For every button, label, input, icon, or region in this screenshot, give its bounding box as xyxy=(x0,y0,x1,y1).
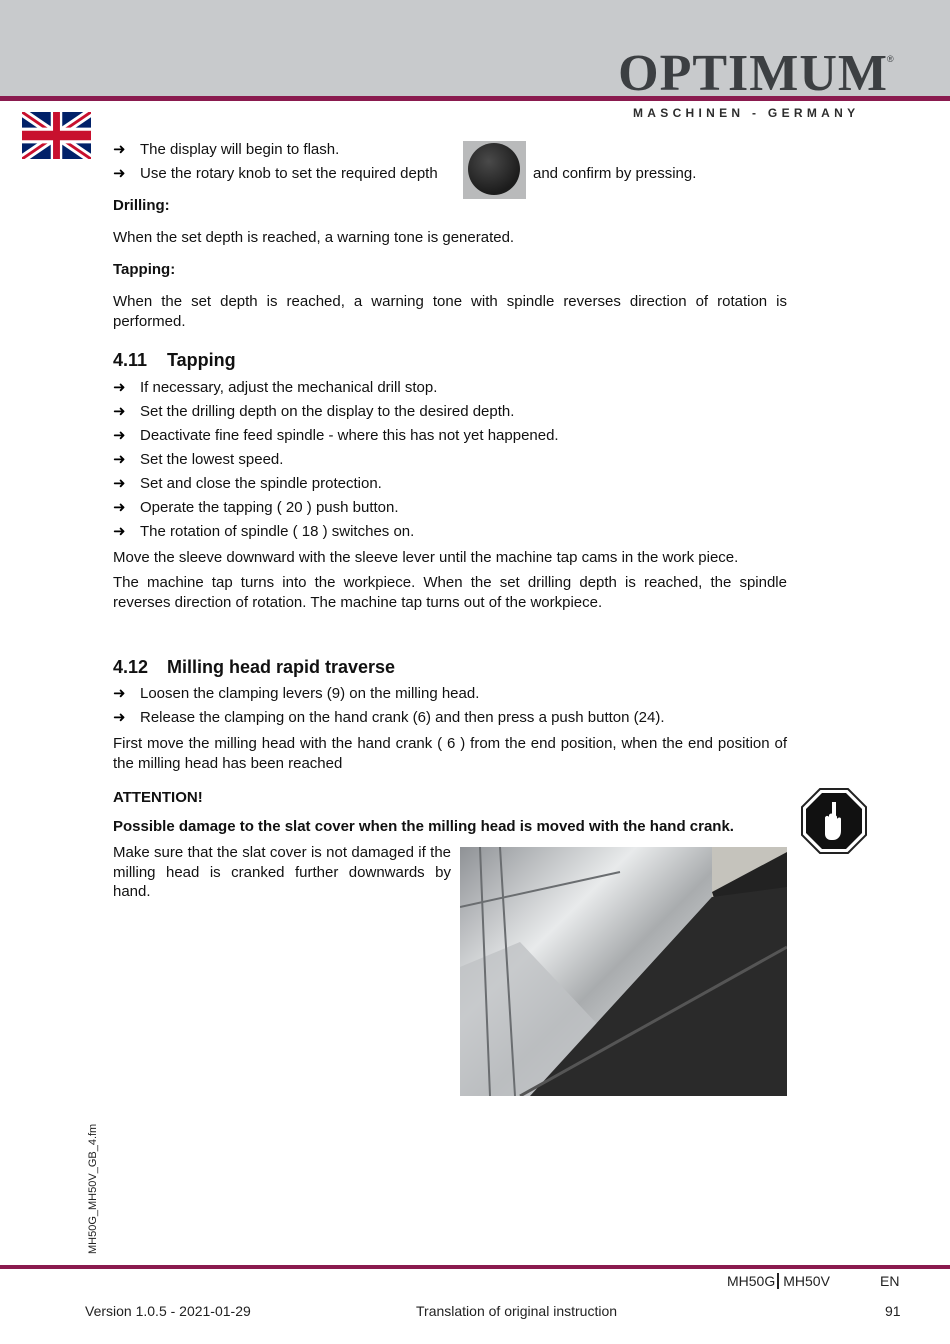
arrow-right-icon: ➜ xyxy=(113,523,126,540)
divider xyxy=(777,1273,779,1289)
list-item: ➜ The display will begin to flash. xyxy=(113,141,340,158)
list-item: ➜ The rotation of spindle ( 18 ) switches on. xyxy=(113,523,415,540)
file-label: MH50G_MH50V_GB_4.fm xyxy=(87,1123,99,1254)
rotary-knob-icon xyxy=(468,143,520,195)
attention-headline: Possible damage to the slat cover when the milling head is moved with the hand crank. xyxy=(113,818,734,835)
list-item: ➜ Set and close the spindle protection. xyxy=(113,475,382,492)
paragraph: First move the milling head with the hand crank ( 6 ) from the end position, when the end position of the milling head has been reached xyxy=(113,735,787,772)
paragraph: Move the sleeve downward with the sleeve lever until the machine tap cams in the work piece. xyxy=(113,549,739,566)
tapping-note-title: Tapping: xyxy=(113,261,176,278)
stop-hand-icon xyxy=(801,788,867,854)
arrow-right-icon: ➜ xyxy=(113,709,126,726)
paragraph: The machine tap turns into the workpiece. When the set drilling depth is reached, the spindle reverses direction of rotation. The machine tap turns out of the workpiece. xyxy=(113,574,787,611)
list-item: ➜ Set the drilling depth on the display to the desired depth. xyxy=(113,403,515,420)
rotary-knob-image xyxy=(463,141,526,199)
footer-version: Version 1.0.5 - 2021-01-29 xyxy=(85,1303,251,1319)
list-item: ➜ If necessary, adjust the mechanical drill stop. xyxy=(113,379,438,396)
list-item: ➜ Operate the tapping ( 20 ) push button. xyxy=(113,499,399,516)
arrow-right-icon: ➜ xyxy=(113,685,126,702)
section-heading-4-12: 4.12 Milling head rapid traverse xyxy=(113,657,396,677)
arrow-right-icon: ➜ xyxy=(113,427,126,444)
footer-models: MH50G MH50V xyxy=(727,1273,830,1289)
arrow-right-icon: ➜ xyxy=(113,165,126,182)
knob-suffix-text: and confirm by pressing. xyxy=(533,165,697,182)
list-item: ➜ Deactivate fine feed spindle - where this has not yet happened. xyxy=(113,427,559,444)
arrow-right-icon: ➜ xyxy=(113,475,126,492)
list-item: ➜ Release the clamping on the hand crank (6) and then press a push button (24). xyxy=(113,709,665,726)
arrow-right-icon: ➜ xyxy=(113,379,126,396)
drilling-title: Drilling: xyxy=(113,197,170,214)
list-item: ➜ Loosen the clamping levers (9) on the milling head. xyxy=(113,685,480,702)
attention-text: Make sure that the slat cover is not damaged if the milling head is cranked further downwards by hand. xyxy=(113,844,451,900)
page-number: 91 xyxy=(885,1303,901,1319)
arrow-right-icon: ➜ xyxy=(113,141,126,158)
footer-translation-note: Translation of original instruction xyxy=(416,1303,618,1319)
footer-rule xyxy=(0,1265,950,1269)
arrow-right-icon: ➜ xyxy=(113,451,126,468)
slat-cover-photo xyxy=(460,847,787,1096)
attention-title: ATTENTION! xyxy=(113,789,203,806)
arrow-right-icon: ➜ xyxy=(113,499,126,516)
footer-language: EN xyxy=(880,1273,900,1289)
brand-subtitle: MASCHINEN - GERMANY xyxy=(633,106,860,120)
drilling-text: When the set depth is reached, a warning tone is generated. xyxy=(113,229,515,246)
uk-flag-icon xyxy=(22,112,91,159)
brand-logo: OPTIMUM xyxy=(618,45,888,102)
brand-registered-mark: ® xyxy=(887,54,894,64)
arrow-right-icon: ➜ xyxy=(113,403,126,420)
section-heading-4-11: 4.11 Tapping xyxy=(113,350,236,370)
list-item: ➜ Set the lowest speed. xyxy=(113,451,284,468)
tapping-note-text: When the set depth is reached, a warning tone with spindle reverses direction of rotation is performed. xyxy=(113,293,787,330)
list-item: ➜ Use the rotary knob to set the required depth xyxy=(113,165,438,182)
